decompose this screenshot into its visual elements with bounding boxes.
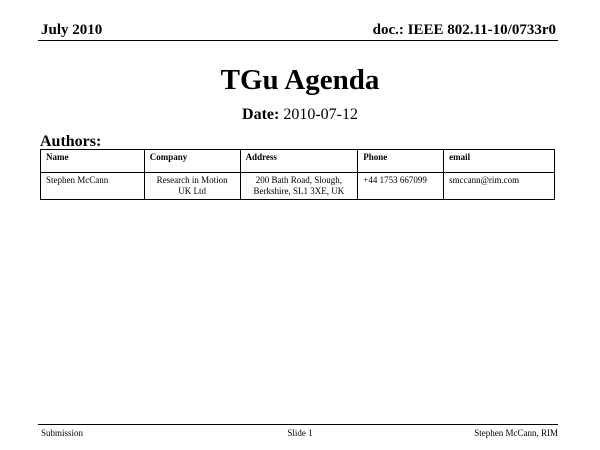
table-row <box>41 173 555 200</box>
header-date: July 2010 <box>41 22 103 38</box>
author-company: Research in Motion UK Ltd <box>144 173 240 200</box>
column-header-address: Address <box>240 150 358 173</box>
footer-divider <box>38 424 558 425</box>
header-divider <box>38 40 558 41</box>
author-address: 200 Bath Road, Slough, Berkshire, SL1 3XE, UK <box>240 173 358 200</box>
column-header-email: email <box>444 150 555 173</box>
header-doc-id: doc.: IEEE 802.11-10/0733r0 <box>372 22 556 38</box>
column-header-phone: Phone <box>358 150 444 173</box>
authors-table <box>40 149 555 200</box>
column-header-name: Name <box>41 150 145 173</box>
authors-label: Authors: <box>40 133 102 150</box>
column-header-company: Company <box>144 150 240 173</box>
table-header-row <box>41 150 555 173</box>
author-phone: +44 1753 667099 <box>358 173 444 200</box>
author-name: Stephen McCann <box>41 173 145 200</box>
footer-submission: Submission <box>41 428 84 438</box>
date-value: 2010-07-12 <box>283 106 358 123</box>
footer-slide-number: Slide 1 <box>287 428 313 438</box>
date-label: Date: <box>242 106 280 123</box>
author-email: smccann@rim.com <box>444 173 555 200</box>
date-line <box>0 106 600 124</box>
footer-author: Stephen McCann, RIM <box>474 428 558 438</box>
slide-title: TGu Agenda <box>220 64 380 96</box>
